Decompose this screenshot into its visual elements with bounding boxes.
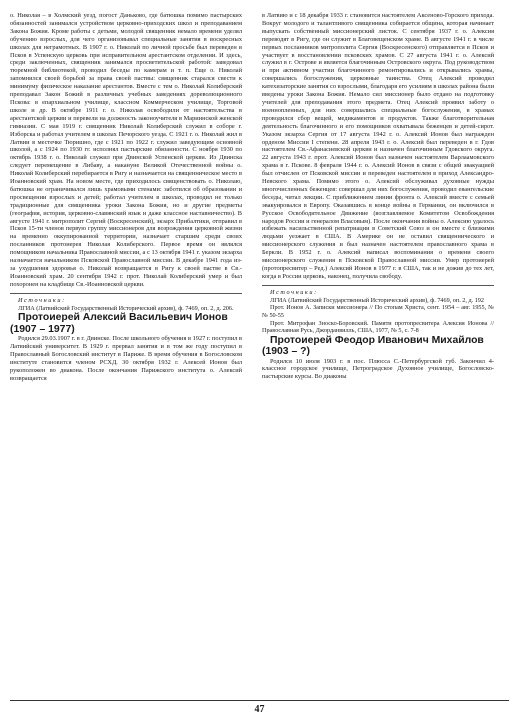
body-paragraph: в Латвию и с 18 декабря 1933 г. становится настоятелем Аксеново-Горского прихода. Вокруг молодого и талантливого священника собирается община, которая начинает выпускать собственный миссионерский листок. С сентября 1937 г. о. Алексия переводят в Ригу, где он служит в Благовещенском храме. В августе 1941 г. в числе первых посланников митрополита Сергия (Воскресенского) отправляется в Псков и участвует в восстановлении псковских храмов. С 27 августа 1941 г. о. Алексий служил в г. Острове и является благочинным Островского округа. Под руководством и при активном участии благочинного ремонтировались и открывались храмы, совершались богослужения, церковные таинства. Отец Алексий проводил катехизаторские занятия со взрослыми, благодаря его усилиям в школах района были введены уроки Закона Божия. Немало сил миссионер было отдано на подготовку учителей для преподавания этого предмета. Отец Алексий проявил заботу о военнопленных, для них совершались специальные богослужения, в храмах проводился сбор вещей, медикаментов и продуктов. Также благотворительная деятельность благочинного и его помощников охватывала беженцев и детей-сирот. Указом экзарха Сергия от 17 августа 1942 г. о. Алексий Ионов был награжден орденом Миссии I степени. 28 апреля 1943 г. о. Алексий был переведен в г. Гдов настоятелем Св.-Афанасиевской церкви и назначен благочинным Гдовского округа. 22 августа 1943 г. прот. Алексий Ионов был назначен настоятелем Варлаамовского храма в г. Пскове. 8 февраля 1944 г. о. Алексий Ионов в связи с общей эвакуацией был отчислен от Псковской миссии и переведен настоятелем в приход Александро-Невского храма. Помимо этого о. Алексий обслуживал духовные нужды многочисленных беженцев: совершал для них богослужения, проводил евангельские беседы, читал лекции. С приближением линии фронта о. Алексий вместе с семьей эвакуировался в Европу. Оказавшись в конце войны в Германии, он включился в Русское Освободительное Движение (возглавляемое Комитетом Освобождения народов России и генералом Власовым). После окончания войны о. Алексию удалось избежать насильственной репатриации в Советский Союз и он вместе с близкими людьми уезжает в США. В Америке он не оставил священнического и миссионерского служения и был назначен настоятелем православного храма в Беркли. В 1952 г. о. Алексий написал воспоминания о времени своего миссионерского служения в Псковской Православной миссии. Умер протоиерей (протопресвитер – Ред.) Алексий Ионов в 1977 г. в США, так и не дожив до тех лет, когда в России церковь, наконец, получила свободу.	[262, 12, 494, 280]
source-entry: ЛГИА (Латвийский Государственный Исторический архив), ф. 7469, оп. 2, д. 206.	[18, 304, 234, 312]
sources-title: Источники:	[270, 288, 318, 296]
section-heading: Протоиерей Алексий Васильевич Ионов (1907 – 1977)	[10, 312, 228, 335]
body-paragraph: о. Николая – в Холмский уезд, погост Даньково, где батюшка помимо пастырских обязанностей занимался устройством церковно-приходских школ и преподаванием Закона Божия. Кроме работы с детьми, молодой священник немало времени уделял обучению взрослых, для чего организовывал специальные занятия в воскресных школах для неграмотных. В 1907 г. о. Николай по личной просьбе был переведен в Псков в Успенскую церковь при исправительном арестантском отделении. И здесь, среди заключенных, священник занимался просветительской работой: заведовал тюремной библиотекой, проводил беседы по камерам и т. п. Еще о. Николай запомнился своей борьбой за права своей паствы: священник старался свести к минимуму физическое наказание арестантов. Вместе с тем о. Николай Колиберский преподавал Закон Божий в различных учебных заведениях дореволюционного Пскова: в епархиальном училище, классном Коммерческом училище, Торговой школе и др. В октябре 1911 г. о. Николая освободили от настоятельства в арестантской церкви и перевели на должность законоучителя в Мариинской женской гимназии. С мая 1919 г. священник Николай Колиберский служил в соборе г. Изборска и работал учителем в школах Печорского уезда. С 1921 г. о. Николай жил в Латвии в местечке Тюришно, где с 1921 по 1922 г. служил заведующим основной школой, а с 1924 по 1930 гг. исполнял пастырские обязанности. С ноября 1930 по октябрь 1938 г. о. Николай служил при Двинской Успенской церкви. Из Двинска следует перемещение в Либаву, а накануне Великой Отечественной войны о. Николай Колиберский перебирается в Ригу и назначается на священническое место в Иоанновский храм. На новом месте, где приходилось священствовать о. Николаю, батюшка не ограничивался лишь храмовыми стенами: заботился об образовании и просвещении взрослых и детей; работал учителем в школах, проводил не только традиционные для священника уроки Закона Божия, но и другие предметы (география, история, церковно-славянский язык и даже классное наставничество). В августе 1941 г. митрополит Сергий (Воскресенский), экзарх Прибалтики, отправил в Псков 15-ти членов первую группу миссионеров для возрождения церковной жизни на временно оккупированной территории, назначает старшим среди своих посланников протоиерея Николая Колиберского. Первое время он являлся помощником начальника Православной миссии, а с 13 октября 1941 г. указом экзарха назначается начальником Псковской Православной миссии. В декабре 1941 года из-за ухудшения здоровья о. Николай возвращается в Ригу к своей пастве в Св.-Иоанновский храм. 20 сентября 1942 г. прот. Николай Колиберский умер и был похоронен на кладбище Св.-Иоанновской церкви.	[10, 12, 242, 288]
sources-title: Источники:	[18, 296, 66, 304]
section-body: Родился 10 июля 1903 г. в пос. Плюсса С.-Петербургской губ. Закончил 4-классное городское училище, Петроградское Духовное училище, Богословско-пастырские курсы. Во диаконы	[262, 357, 494, 381]
footer-rule	[10, 700, 509, 701]
source-entry: ЛГИА (Латвийский Государственный Исторический архив), ф. 7469, оп. 2, д. 192	[270, 296, 484, 304]
sources-divider	[10, 293, 242, 294]
left-column	[10, 12, 242, 382]
section-body: Родился 29.03.1907 г. в г. Двинске. После школьного обучения в 1927 г. поступил в Латвийский университет. В 1929 г. прервал занятия и в том же году поступил в Православный Богословский институт в Париже. В время обучения в Богословском институте становится членом РСХД. 30 октября 1932 г. Алексей Ионов был рукоположен во диакона. После окончания Парижского института о. Алексий возвращается	[10, 335, 242, 382]
section-heading: Протоиерей Феодор Иванович Михайлов (1903 – ?)	[262, 334, 484, 358]
right-column	[262, 12, 494, 381]
sources-divider	[262, 285, 494, 286]
source-entry: Прот. Митрофан Зноско-Боровский. Памяти протопресвитера Алексия Ионова // Православная Русь, Джорданвилль, США, 1977, № 5, с. 7-8	[262, 319, 494, 335]
page-number: 47	[254, 704, 265, 715]
source-entry: Прот. Ионов А. Записки миссионера // По стопам Христа, сент. 1954 – авг. 1955, №№ 50-55	[262, 304, 494, 319]
